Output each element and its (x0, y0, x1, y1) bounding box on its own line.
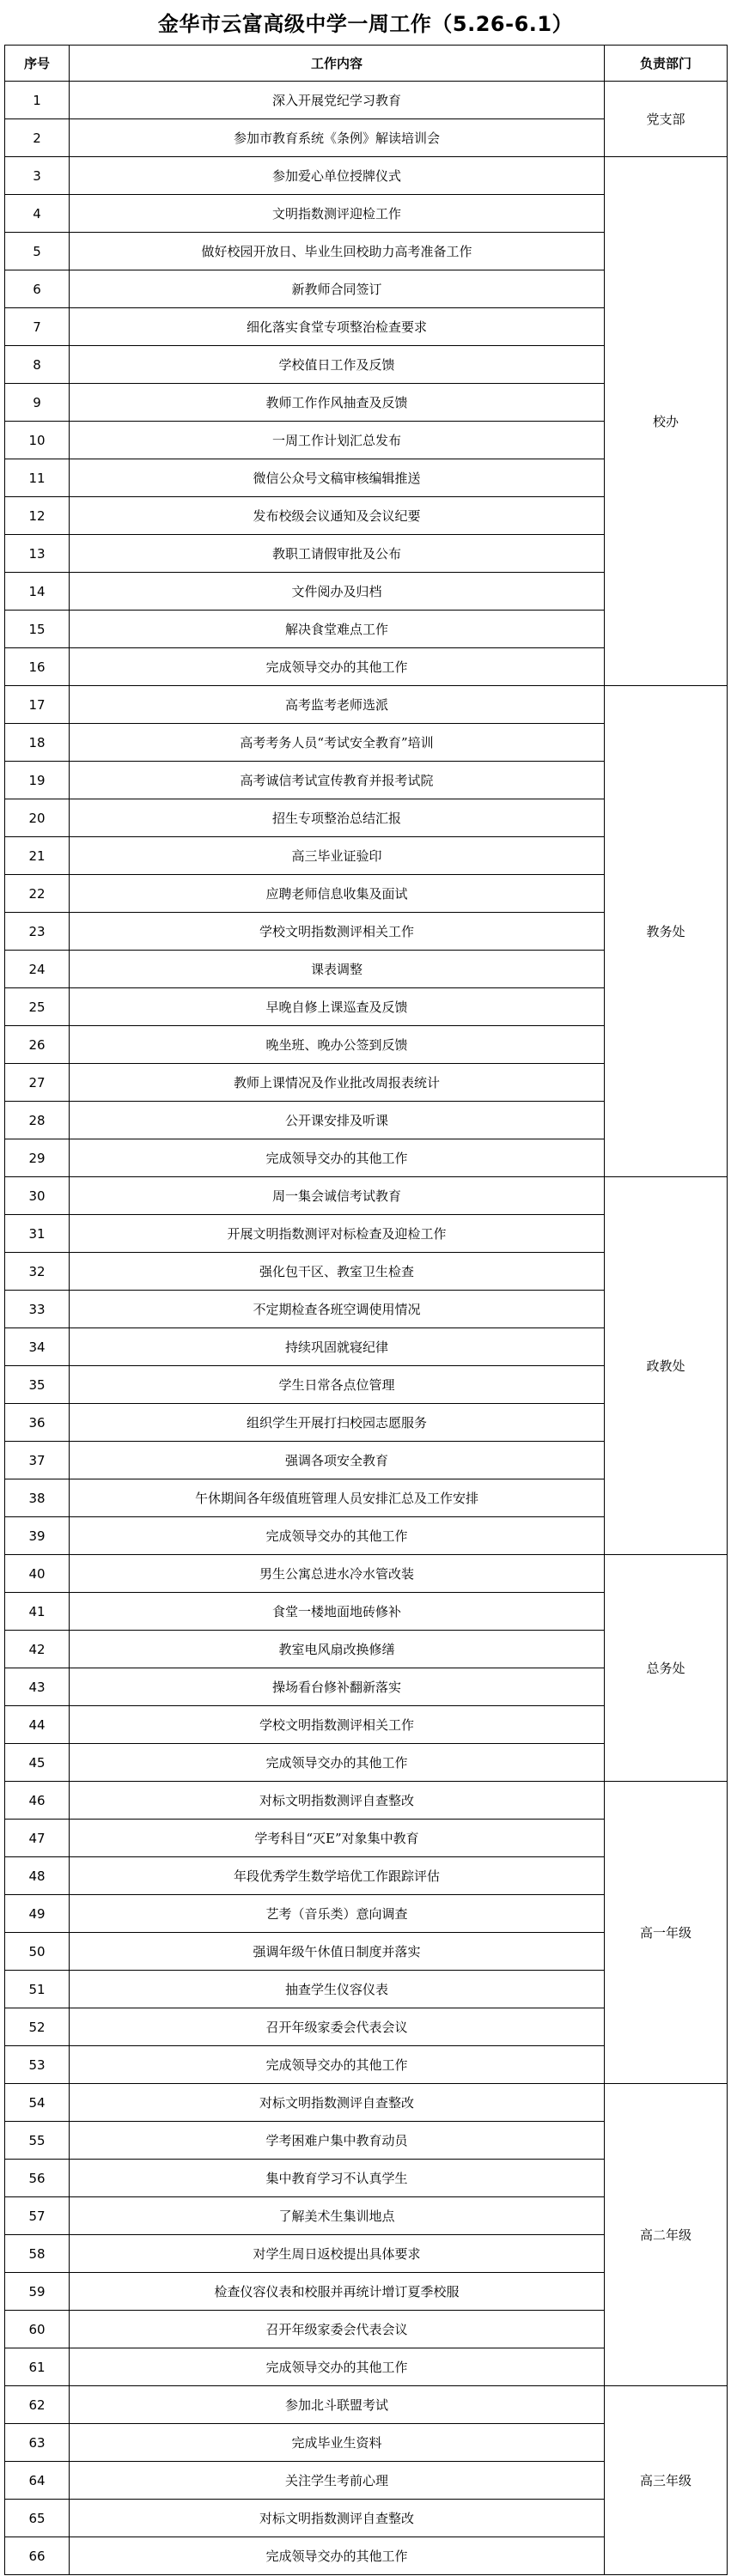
task-content: 完成毕业生资料 (70, 2424, 605, 2462)
table-row (5, 2386, 728, 2424)
task-number: 24 (5, 951, 70, 988)
task-content: 对学生周日返校提出具体要求 (70, 2235, 605, 2273)
page-title: 金华市云富高级中学一周工作（5.26-6.1） (157, 12, 574, 36)
task-number: 5 (5, 233, 70, 270)
department-cell: 政教处 (605, 1177, 728, 1555)
task-content: 高三毕业证验印 (70, 837, 605, 875)
task-number: 2 (5, 119, 70, 157)
task-number: 13 (5, 535, 70, 573)
task-number: 58 (5, 2235, 70, 2273)
task-content: 公开课安排及听课 (70, 1102, 605, 1139)
task-number: 56 (5, 2160, 70, 2197)
task-content: 对标文明指数测评自查整改 (70, 2084, 605, 2122)
task-content: 操场看台修补翻新落实 (70, 1668, 605, 1706)
task-number: 9 (5, 384, 70, 422)
task-content: 组织学生开展打扫校园志愿服务 (70, 1404, 605, 1442)
task-number: 54 (5, 2084, 70, 2122)
task-content: 发布校级会议通知及会议纪要 (70, 497, 605, 535)
task-content: 完成领导交办的其他工作 (70, 2348, 605, 2386)
task-content: 做好校园开放日、毕业生回校助力高考准备工作 (70, 233, 605, 270)
task-content: 抽查学生仪容仪表 (70, 1971, 605, 2008)
task-content: 对标文明指数测评自查整改 (70, 2500, 605, 2537)
task-content: 完成领导交办的其他工作 (70, 1744, 605, 1782)
task-content: 参加北斗联盟考试 (70, 2386, 605, 2424)
task-number: 7 (5, 308, 70, 346)
task-content: 参加市教育系统《条例》解读培训会 (70, 119, 605, 157)
task-content: 细化落实食堂专项整治检查要求 (70, 308, 605, 346)
task-content: 了解美术生集训地点 (70, 2197, 605, 2235)
task-content: 艺考（音乐类）意向调查 (70, 1895, 605, 1933)
task-number: 48 (5, 1857, 70, 1895)
task-content: 课表调整 (70, 951, 605, 988)
task-number: 1 (5, 82, 70, 119)
task-number: 50 (5, 1933, 70, 1971)
task-content: 学校值日工作及反馈 (70, 346, 605, 384)
task-content: 微信公众号文稿审核编辑推送 (70, 459, 605, 497)
task-content: 完成领导交办的其他工作 (70, 648, 605, 686)
table-row (5, 1555, 728, 1593)
task-number: 52 (5, 2008, 70, 2046)
task-number: 22 (5, 875, 70, 913)
task-number: 10 (5, 422, 70, 459)
task-content: 教师工作作风抽查及反馈 (70, 384, 605, 422)
task-number: 30 (5, 1177, 70, 1215)
department-cell: 高一年级 (605, 1782, 728, 2084)
task-number: 47 (5, 1820, 70, 1857)
task-number: 11 (5, 459, 70, 497)
task-content: 文明指数测评迎检工作 (70, 195, 605, 233)
task-number: 65 (5, 2500, 70, 2537)
task-number: 23 (5, 913, 70, 951)
task-number: 33 (5, 1291, 70, 1328)
department-cell: 党支部 (605, 82, 728, 157)
task-content: 应聘老师信息收集及面试 (70, 875, 605, 913)
task-number: 29 (5, 1139, 70, 1177)
task-number: 27 (5, 1064, 70, 1102)
task-content: 持续巩固就寝纪律 (70, 1328, 605, 1366)
task-content: 年段优秀学生数学培优工作跟踪评估 (70, 1857, 605, 1895)
task-number: 51 (5, 1971, 70, 2008)
table-body (5, 82, 728, 2575)
task-number: 61 (5, 2348, 70, 2386)
task-number: 55 (5, 2122, 70, 2160)
task-number: 34 (5, 1328, 70, 1366)
task-number: 39 (5, 1517, 70, 1555)
task-number: 6 (5, 270, 70, 308)
task-content: 强化包干区、教室卫生检查 (70, 1253, 605, 1291)
task-number: 46 (5, 1782, 70, 1820)
table-row (5, 157, 728, 195)
task-content: 高考考务人员“考试安全教育”培训 (70, 724, 605, 762)
task-number: 41 (5, 1593, 70, 1631)
task-content: 高考诚信考试宣传教育并报考试院 (70, 762, 605, 799)
task-content: 对标文明指数测评自查整改 (70, 1782, 605, 1820)
task-content: 一周工作计划汇总发布 (70, 422, 605, 459)
task-content: 召开年级家委会代表会议 (70, 2311, 605, 2348)
task-number: 36 (5, 1404, 70, 1442)
task-content: 晚坐班、晚办公签到反馈 (70, 1026, 605, 1064)
task-number: 64 (5, 2462, 70, 2500)
task-content: 解决食堂难点工作 (70, 611, 605, 648)
task-content: 开展文明指数测评对标检查及迎检工作 (70, 1215, 605, 1253)
task-number: 66 (5, 2537, 70, 2575)
department-cell: 高三年级 (605, 2386, 728, 2575)
header-dept: 负责部门 (605, 46, 728, 82)
task-content: 食堂一楼地面地砖修补 (70, 1593, 605, 1631)
task-number: 8 (5, 346, 70, 384)
task-number: 60 (5, 2311, 70, 2348)
task-content: 参加爱心单位授牌仪式 (70, 157, 605, 195)
task-number: 57 (5, 2197, 70, 2235)
task-number: 3 (5, 157, 70, 195)
task-content: 文件阅办及归档 (70, 573, 605, 611)
task-number: 40 (5, 1555, 70, 1593)
table-row (5, 2084, 728, 2122)
task-number: 25 (5, 988, 70, 1026)
task-number: 19 (5, 762, 70, 799)
task-number: 53 (5, 2046, 70, 2084)
task-content: 完成领导交办的其他工作 (70, 1517, 605, 1555)
task-content: 周一集会诚信考试教育 (70, 1177, 605, 1215)
task-content: 教室电风扇改换修缮 (70, 1631, 605, 1668)
task-number: 45 (5, 1744, 70, 1782)
task-number: 31 (5, 1215, 70, 1253)
task-number: 12 (5, 497, 70, 535)
task-number: 44 (5, 1706, 70, 1744)
task-content: 强调年级午休值日制度并落实 (70, 1933, 605, 1971)
task-number: 15 (5, 611, 70, 648)
task-content: 深入开展党纪学习教育 (70, 82, 605, 119)
task-number: 14 (5, 573, 70, 611)
task-number: 32 (5, 1253, 70, 1291)
department-cell: 高二年级 (605, 2084, 728, 2386)
task-number: 17 (5, 686, 70, 724)
task-content: 学考困难户集中教育动员 (70, 2122, 605, 2160)
task-number: 62 (5, 2386, 70, 2424)
task-number: 35 (5, 1366, 70, 1404)
task-number: 28 (5, 1102, 70, 1139)
task-content: 召开年级家委会代表会议 (70, 2008, 605, 2046)
task-content: 午休期间各年级值班管理人员安排汇总及工作安排 (70, 1479, 605, 1517)
table-header-row (5, 46, 728, 82)
table-row (5, 82, 728, 119)
task-content: 完成领导交办的其他工作 (70, 2537, 605, 2575)
task-number: 20 (5, 799, 70, 837)
task-number: 38 (5, 1479, 70, 1517)
task-number: 4 (5, 195, 70, 233)
task-content: 早晚自修上课巡查及反馈 (70, 988, 605, 1026)
task-content: 关注学生考前心理 (70, 2462, 605, 2500)
task-content: 招生专项整治总结汇报 (70, 799, 605, 837)
task-content: 新教师合同签订 (70, 270, 605, 308)
weekly-work-table (4, 45, 728, 2575)
task-content: 集中教育学习不认真学生 (70, 2160, 605, 2197)
task-number: 18 (5, 724, 70, 762)
task-content: 完成领导交办的其他工作 (70, 2046, 605, 2084)
header-num: 序号 (5, 46, 70, 82)
task-content: 高考监考老师选派 (70, 686, 605, 724)
task-number: 59 (5, 2273, 70, 2311)
task-content: 教师上课情况及作业批改周报表统计 (70, 1064, 605, 1102)
task-content: 完成领导交办的其他工作 (70, 1139, 605, 1177)
task-number: 43 (5, 1668, 70, 1706)
department-cell: 教务处 (605, 686, 728, 1177)
task-content: 学校文明指数测评相关工作 (70, 913, 605, 951)
department-cell: 校办 (605, 157, 728, 686)
table-row (5, 1177, 728, 1215)
task-content: 学生日常各点位管理 (70, 1366, 605, 1404)
task-number: 21 (5, 837, 70, 875)
department-cell: 总务处 (605, 1555, 728, 1782)
task-content: 强调各项安全教育 (70, 1442, 605, 1479)
task-number: 42 (5, 1631, 70, 1668)
task-number: 63 (5, 2424, 70, 2462)
task-content: 学考科目“灭E”对象集中教育 (70, 1820, 605, 1857)
task-content: 教职工请假审批及公布 (70, 535, 605, 573)
task-number: 26 (5, 1026, 70, 1064)
task-number: 37 (5, 1442, 70, 1479)
task-number: 16 (5, 648, 70, 686)
task-content: 不定期检查各班空调使用情况 (70, 1291, 605, 1328)
task-content: 男生公寓总进水冷水管改装 (70, 1555, 605, 1593)
task-content: 检查仪容仪表和校服并再统计增订夏季校服 (70, 2273, 605, 2311)
task-content: 学校文明指数测评相关工作 (70, 1706, 605, 1744)
table-row (5, 1782, 728, 1820)
task-number: 49 (5, 1895, 70, 1933)
table-row (5, 686, 728, 724)
header-content: 工作内容 (70, 46, 605, 82)
